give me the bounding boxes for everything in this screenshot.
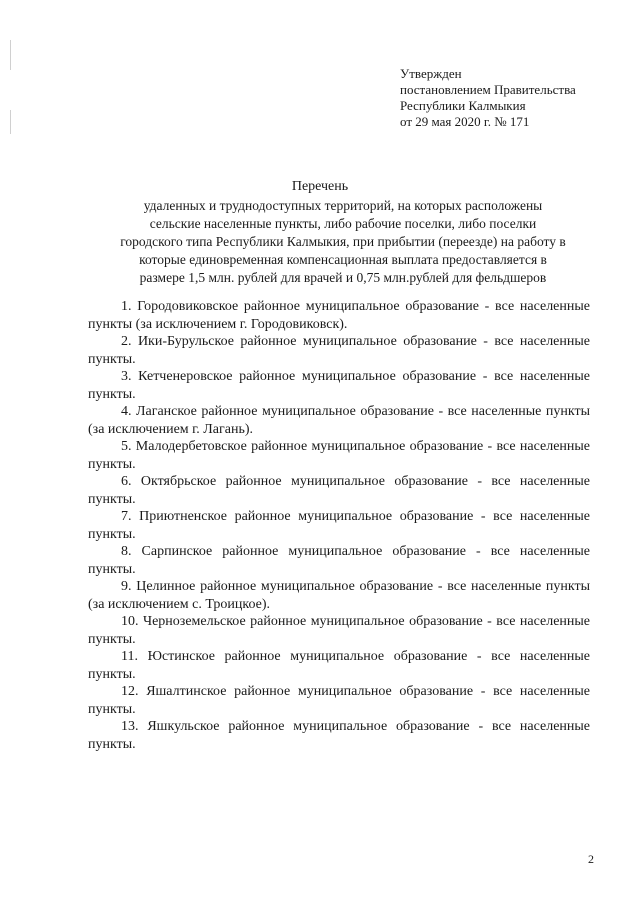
approval-line: постановлением Правительства — [400, 82, 576, 97]
list-item — [88, 333, 590, 368]
item-number: 2. — [121, 334, 132, 349]
scan-margin-mark — [10, 40, 11, 70]
list-item — [88, 613, 590, 648]
list-item — [88, 718, 590, 753]
subtitle-line: удаленных и труднодоступных территорий, на которых расположены — [143, 198, 543, 213]
item-number: 5. — [121, 439, 132, 454]
subtitle-line: городского типа Республики Калмыкия, при прибытии (переезде) на работу в — [120, 234, 566, 249]
item-number: 4. — [121, 404, 132, 419]
subtitle-line: которые единовременная компенсационная выплата предоставляется в — [139, 252, 547, 267]
item-text: Яшкульское районное муниципальное образование - все населенные пункты. — [88, 719, 591, 752]
item-text: Яшалтинское районное муниципальное образование - все населенные пункты. — [88, 684, 590, 717]
list-item — [88, 578, 590, 613]
list-item — [88, 508, 590, 543]
page-number: 2 — [588, 852, 594, 866]
item-number: 12. — [121, 684, 139, 699]
item-text: Кетченеровское районное муниципальное образование - все населенные пункты. — [88, 369, 590, 402]
document-title: Перечень — [291, 179, 349, 194]
item-number: 6. — [121, 474, 132, 489]
list-item — [88, 403, 590, 438]
approval-line: Утвержден — [400, 66, 462, 81]
item-text: Приютненское районное муниципальное образование - все населенные пункты. — [88, 509, 591, 542]
item-number: 10. — [121, 614, 139, 629]
item-text: Черноземельское районное муниципальное образование - все населенные пункты. — [88, 614, 591, 647]
item-number: 1. — [121, 299, 132, 314]
item-number: 8. — [121, 544, 132, 559]
list-item — [88, 298, 590, 333]
list-item — [88, 438, 590, 473]
scan-margin-mark — [10, 110, 11, 134]
list-item — [88, 368, 590, 403]
list-item — [88, 543, 590, 578]
list-item — [88, 648, 590, 683]
item-text: Целинное районное муниципальное образование - все населенные пункты (за исключением с. Троицкое). — [88, 579, 590, 612]
territory-list — [88, 298, 590, 753]
item-number: 9. — [121, 579, 132, 594]
item-number: 7. — [121, 509, 132, 524]
item-text: Лаганское районное муниципальное образование - все населенные пункты (за исключением г. Лагань). — [88, 404, 591, 437]
subtitle-line: сельские населенные пункты, либо рабочие поселки, либо поселки — [149, 216, 537, 231]
approval-line: Республики Калмыкия — [400, 98, 526, 113]
item-text: Сарпинское районное муниципальное образование - все населенные пункты. — [88, 544, 590, 577]
item-number: 11. — [121, 649, 138, 664]
document-subtitle — [88, 197, 598, 287]
item-number: 3. — [121, 369, 132, 384]
item-text: Малодербетовское районное муниципальное образование - все населенные пункты. — [88, 439, 591, 472]
item-text: Юстинское районное муниципальное образование - все населенные пункты. — [88, 649, 590, 682]
subtitle-line: размере 1,5 млн. рублей для врачей и 0,75 млн.рублей для фельдшеров — [139, 270, 547, 285]
item-number: 13. — [121, 719, 139, 734]
approval-stamp-block — [400, 66, 600, 130]
item-text: Городовиковское районное муниципальное образование - все населенные пункты (за исключением г. Городовиковск). — [88, 299, 591, 332]
item-text: Ики-Бурульское районное муниципальное образование - все населенные пункты. — [88, 334, 591, 367]
item-text: Октябрьское районное муниципальное образование - все населенные пункты. — [88, 474, 590, 507]
approval-line: от 29 мая 2020 г. № 171 — [400, 114, 530, 129]
list-item — [88, 683, 590, 718]
list-item — [88, 473, 590, 508]
